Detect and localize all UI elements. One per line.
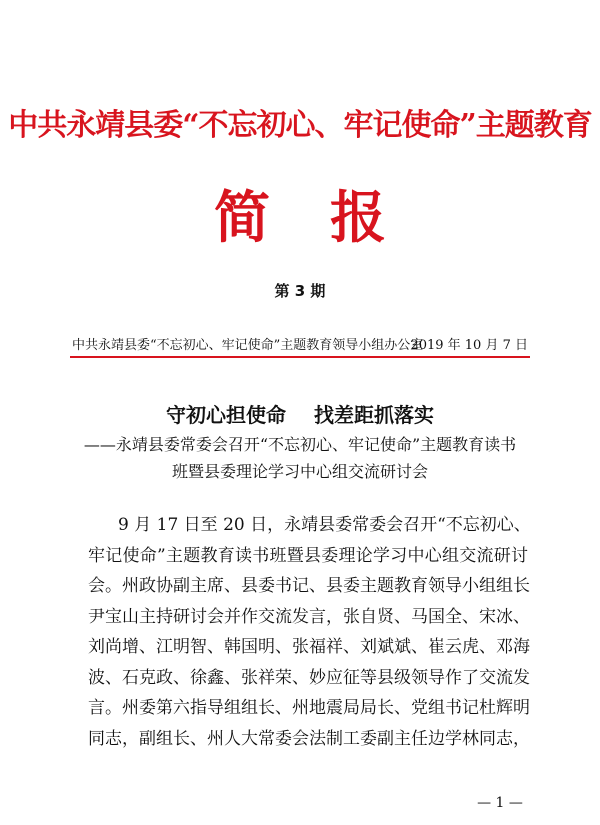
issue-number: 第 3 期 [274,282,326,300]
article-body [88,510,531,754]
article-title-part2: 找差距抓落实 [314,403,434,427]
article-title [0,399,600,428]
article-title-part1: 守初心担使命 [166,403,286,427]
body-line: 刘尚增、江明智、韩国明、张福祥、刘斌斌、崔云虎、邓海 [88,637,530,657]
body-line: 同志，副组长、州人大常委会法制工委副主任边学林同志， [88,728,530,749]
issue-date: 2019 年 10 月 7 日 [410,338,528,353]
masthead-brief-title: 简报 [214,185,446,251]
page-number: — 1 — [477,795,523,811]
masthead-title: 中共永靖县委“不忘初心、牢记使命”主题教育 [8,108,592,143]
body-line: 波、石克政、徐鑫、张祥荣、妙应征等县级领导作了交流发 [88,667,530,688]
body-line: 9 月 17 日至 20 日，永靖县委常委会召开“不忘初心、 [118,515,531,535]
body-line: 言。州委第六指导组组长、州地震局局长、党组书记杜辉明 [88,698,530,718]
body-line: 会。州政协副主席、县委书记、县委主题教育领导小组组长 [88,576,530,596]
body-line: 牢记使命”主题教育读书班暨县委理论学习中心组交流研讨 [88,545,528,566]
red-divider [70,356,530,358]
issuing-office: 中共永靖县委“不忘初心、牢记使命”主题教育领导小组办公室 [72,338,424,353]
article-subtitle-line2: 班暨县委理论学习中心组交流研讨会 [171,462,428,481]
article-subtitle-line1: ——永靖县委常委会召开“不忘初心、牢记使命”主题教育读书 [83,435,517,454]
body-line: 尹宝山主持研讨会并作交流发言，张自贤、马国全、宋冰、 [88,606,530,627]
